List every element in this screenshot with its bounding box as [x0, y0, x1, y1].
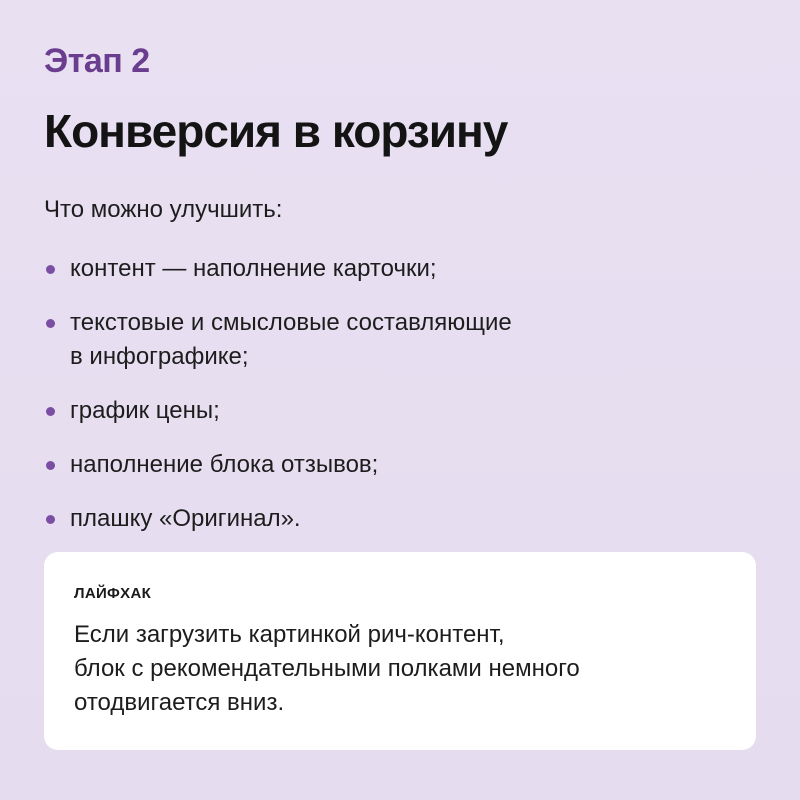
bullet-dot-icon	[46, 515, 55, 524]
improvement-list	[44, 252, 684, 556]
list-item	[44, 306, 684, 374]
bullet-dot-icon	[46, 407, 55, 416]
list-item	[44, 502, 684, 536]
lifehack-text	[74, 618, 714, 720]
lifehack-card	[44, 552, 756, 750]
page-title: Конверсия в корзину	[44, 105, 508, 157]
list-item	[44, 394, 684, 428]
stage-label: Этап 2	[44, 42, 150, 80]
list-item-text: наполнение блока отзывов;	[70, 451, 379, 478]
list-item-text: плашку «Оригинал».	[70, 505, 301, 532]
bullet-dot-icon	[46, 319, 55, 328]
lifehack-text-line1: Если загрузить картинкой рич-контент,	[74, 621, 505, 648]
list-item-text: график цены;	[70, 397, 220, 424]
subtitle: Что можно улучшить:	[44, 196, 283, 223]
bullet-dot-icon	[46, 461, 55, 470]
list-item	[44, 448, 684, 482]
lifehack-label: ЛАЙФХАК	[74, 585, 152, 602]
list-item	[44, 252, 684, 286]
list-item-text: контент — наполнение карточки;	[70, 255, 437, 282]
list-item-text-line2: в инфографике;	[70, 343, 249, 370]
lifehack-text-line2: блок с рекомендательными полками немного	[74, 655, 580, 682]
list-item-text-line1: текстовые и смысловые составляющие	[70, 309, 512, 336]
bullet-dot-icon	[46, 265, 55, 274]
lifehack-text-line3: отодвигается вниз.	[74, 689, 285, 716]
